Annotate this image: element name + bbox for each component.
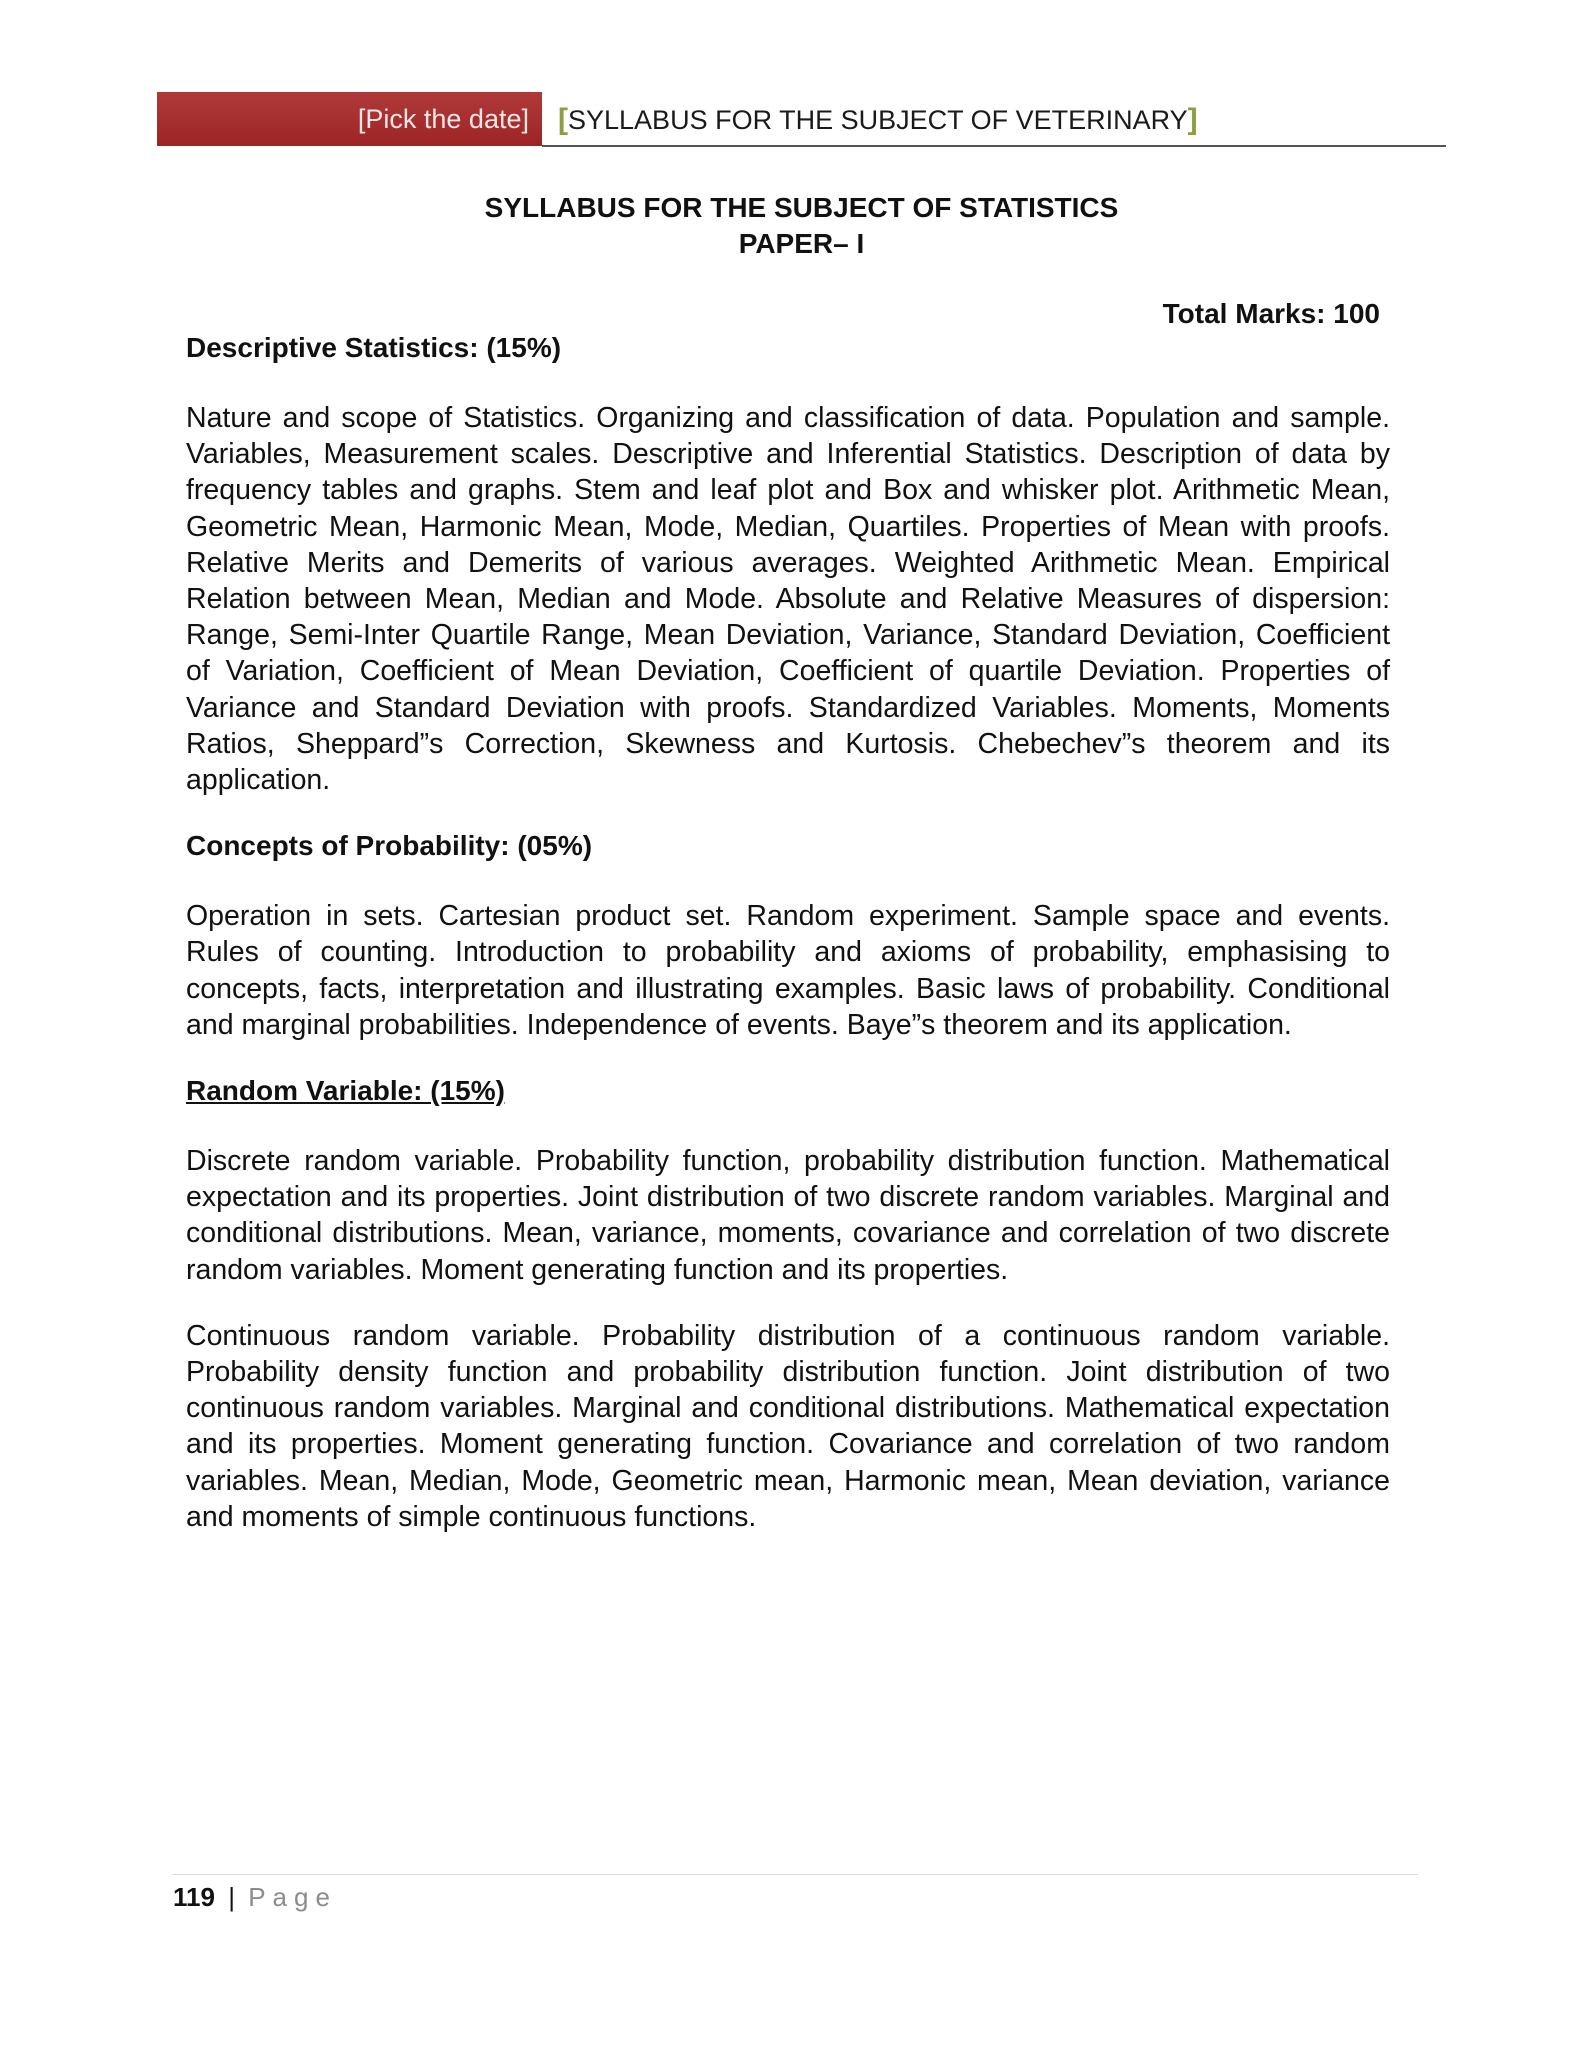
paper-number: PAPER– I: [738, 228, 865, 259]
header-title-text: SYLLABUS FOR THE SUBJECT OF VETERINARY: [568, 104, 1188, 135]
syllabus-content: [186, 330, 1390, 1535]
footer-separator: |: [228, 1882, 235, 1912]
section-text-descriptive-statistics: Nature and scope of Statistics. Organizing and classification of data. Population and sample. Variables, Measurement scales. Descriptive and Inferential Statistics. Description of data by frequency tables and graphs. Stem and leaf plot and Box and whisker plot. Arithmetic Mean, Geometric Mean, Harmonic Mean, Mode, Median, Quartiles. Properties of Mean with proofs. Relative Merits and Demerits of various averages. Weighted Arithmetic Mean. Empirical Relation between Mean, Median and Mode. Absolute and Relative Measures of dispersion: Range, Semi-Inter Quartile Range, Mean Deviation, Variance, Standard Deviation, Coefficient of Variation, Coefficient of Mean Deviation, Coefficient of quartile Deviation. Properties of Variance and Standard Deviation with proofs. Standardized Variables. Moments, Moments Ratios, Sheppard”s Correction, Skewness and Kurtosis. Chebechev”s theorem and its application.: [186, 402, 1390, 797]
header-document-title: [558, 101, 1198, 139]
total-marks: Total Marks: 100: [1162, 298, 1380, 329]
section-heading-descriptive-statistics: Descriptive Statistics: (15%): [186, 332, 562, 363]
section-text-discrete-random-variable: Discrete random variable. Probability function, probability distribution function. Mathematical expectation and its properties. Joint distribution of two discrete random variables. Marginal and conditional distributions. Mean, variance, moments, covariance and correlation of two discrete random variables. Moment generating function and its properties.: [186, 1145, 1390, 1286]
header-bracket-open: [: [558, 103, 568, 136]
header-divider: [542, 145, 1446, 147]
section-text-probability: Operation in sets. Cartesian product set. Random experiment. Sample space and events. Rules of counting. Introduction to probability and axioms of probability, emphasising to concepts, facts, interpretation and illustrating examples. Basic laws of probability. Conditional and marginal probabilities. Independence of events. Baye”s theorem and its application.: [186, 900, 1390, 1041]
page-label: Page: [248, 1882, 337, 1912]
page-footer: [173, 1880, 337, 1914]
header-date-placeholder: [Pick the date]: [357, 103, 529, 134]
footer-divider: [173, 1874, 1418, 1875]
header-date-band: [157, 92, 542, 146]
header-bracket-close: ]: [1187, 103, 1198, 136]
section-heading-random-variable: Random Variable: (15%): [186, 1075, 505, 1107]
section-heading-probability: Concepts of Probability: (05%): [186, 830, 593, 862]
section-text-continuous-random-variable: Continuous random variable. Probability distribution of a continuous random variable. Probability density function and probability distribution function. Joint distribution of two continuous random variables. Marginal and conditional distributions. Mathematical expectation and its properties. Moment generating function. Covariance and correlation of two random variables. Mean, Median, Mode, Geometric mean, Harmonic mean, Mean deviation, variance and moments of simple continuous functions.: [186, 1319, 1390, 1533]
page-number: 119: [173, 1882, 215, 1912]
document-title: SYLLABUS FOR THE SUBJECT OF STATISTICS: [484, 192, 1119, 223]
